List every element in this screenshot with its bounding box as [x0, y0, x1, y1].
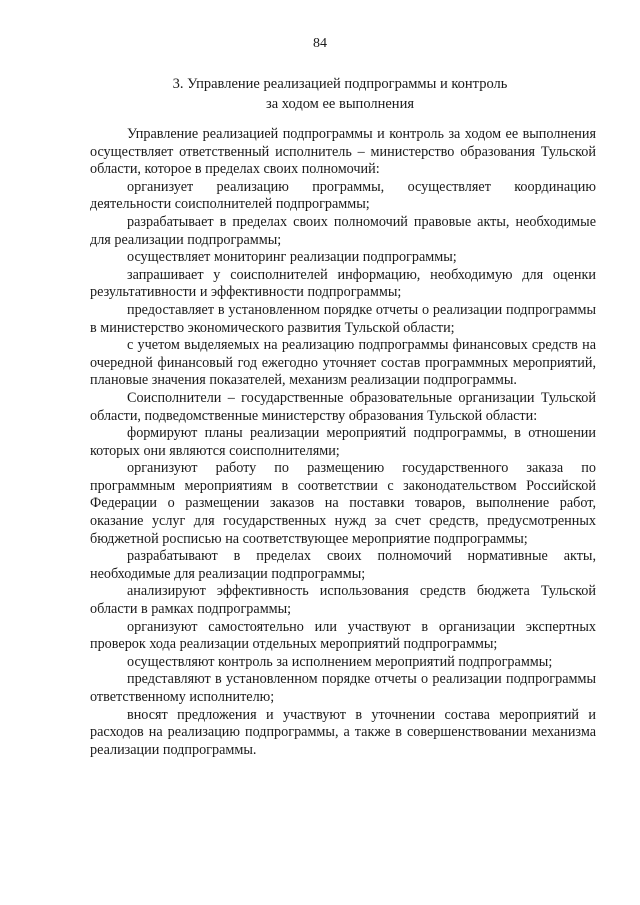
paragraph: предоставляет в установленном порядке отчеты о реализации подпрограммы в министерство экономического развития Тульской области;: [90, 301, 596, 336]
document-body: [90, 126, 596, 759]
paragraph: вносят предложения и участвуют в уточнении состава мероприятий и расходов на реализацию подпрограммы, а также в совершенствовании механизма реализации подпрограммы.: [90, 706, 596, 758]
paragraph: организуют работу по размещению государственного заказа по программным мероприятиям в соответствии с законодательством Российской Федерации о размещении заказов на поставки товаров, выполнение работ, оказание услуг для государственных нужд за счет средств, предусмотренных бюджетной росписью на соответствующее мероприятие подпрограммы;: [90, 460, 596, 547]
paragraph: Управление реализацией подпрограммы и контроль за ходом ее выполнения осуществляет ответственный исполнитель – министерство образования Тульской области, которое в пределах своих полномочий:: [90, 126, 596, 178]
paragraph: организуют самостоятельно или участвуют в организации экспертных проверок хода реализации отдельных мероприятий подпрограммы;: [90, 618, 596, 653]
section-heading-line-2: за ходом ее выполнения: [266, 96, 414, 112]
page-number: 84: [313, 36, 327, 51]
paragraph: анализируют эффективность использования средств бюджета Тульской области в рамках подпрограммы;: [90, 583, 596, 618]
paragraph: с учетом выделяемых на реализацию подпрограммы финансовых средств на очередной финансовый год ежегодно уточняет состав программных мероприятий, плановые значения показателей, механизм реализации подпрограммы.: [90, 337, 596, 389]
paragraph: запрашивает у соисполнителей информацию, необходимую для оценки результативности и эффективности подпрограммы;: [90, 266, 596, 301]
paragraph: формируют планы реализации мероприятий подпрограммы, в отношении которых они являются соисполнителями;: [90, 425, 596, 459]
section-heading: [90, 74, 590, 114]
section-heading-line-1: 3. Управление реализацией подпрограммы и контроль: [172, 76, 508, 92]
paragraph: организует реализацию программы, осуществляет координацию деятельности соисполнителей подпрограммы;: [90, 178, 596, 213]
paragraph: разрабатывает в пределах своих полномочий правовые акты, необходимые для реализации подпрограммы;: [90, 213, 596, 248]
paragraph: разрабатывают в пределах своих полномочий нормативные акты, необходимые для реализации подпрограммы;: [90, 548, 596, 582]
paragraph: представляют в установленном порядке отчеты о реализации подпрограммы ответственному исполнителю;: [90, 671, 596, 705]
paragraph: осуществляет мониторинг реализации подпрограммы;: [127, 249, 457, 266]
paragraph: осуществляют контроль за исполнением мероприятий подпрограммы;: [127, 653, 553, 670]
paragraph: Соисполнители – государственные образовательные организации Тульской области, подведомственные министерству образования Тульской области:: [90, 389, 596, 424]
